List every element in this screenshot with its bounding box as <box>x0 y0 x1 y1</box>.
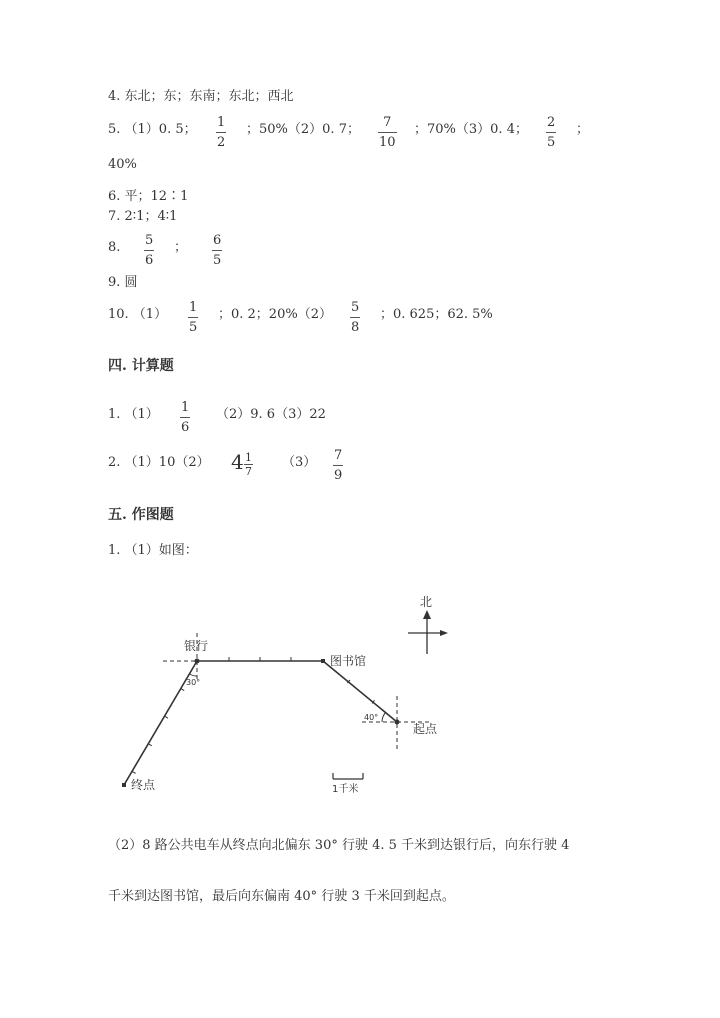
section-5-q2-line2: 千米到达图书馆，最后向东偏南 40° 行驶 3 千米回到起点。 <box>108 889 455 904</box>
fraction-denominator: 5 <box>188 317 198 334</box>
angle-30-label: 30° <box>186 678 201 687</box>
fraction-numerator: 5 <box>145 233 154 248</box>
answer-5-part1: 5. （1）0. 5； <box>108 122 197 137</box>
section-4-q2-part2: （3） <box>282 455 317 470</box>
answer-4: 4. 东北；东；东南；东北；西北 <box>108 89 294 104</box>
answer-7: 7. 2∶1；4∶1 <box>108 209 178 224</box>
fraction-denominator: 10 <box>378 132 397 149</box>
fraction-numerator: 1 <box>217 115 226 130</box>
scale-bar <box>333 773 363 779</box>
answer-8-separator: ； <box>174 240 188 255</box>
section-4-q1-part2: （2）9. 6（3）22 <box>216 407 326 422</box>
answer-5-part2: ；50%（2）0. 7； <box>246 122 360 137</box>
answer-5-part3: ；70%（3）0. 4； <box>414 122 528 137</box>
start-label: 起点 <box>413 722 438 736</box>
fraction-numerator: 7 <box>383 115 392 130</box>
answer-8-label: 8. <box>108 240 121 255</box>
end-label: 终点 <box>131 778 156 792</box>
fraction-denominator: 7 <box>245 465 252 478</box>
section-5-title: 五. 作图题 <box>108 507 174 523</box>
fraction-denominator: 5 <box>212 250 222 267</box>
end-point <box>122 783 126 787</box>
answer-10-part3: ；0. 625；62. 5% <box>380 307 493 322</box>
section-4-title: 四. 计算题 <box>108 358 174 374</box>
fraction-denominator: 5 <box>546 132 556 149</box>
bank-point <box>195 659 200 664</box>
fraction-denominator: 8 <box>350 317 360 334</box>
fraction-denominator: 6 <box>144 250 154 267</box>
answer-5-part4: ； <box>576 122 590 137</box>
angle-arc-40 <box>382 712 386 722</box>
fraction-denominator: 2 <box>216 132 226 149</box>
answer-6: 6. 平；12∶1 <box>108 189 189 204</box>
angle-40-label: 40° <box>364 713 379 722</box>
fraction-numerator: 7 <box>334 448 343 463</box>
answer-9: 9. 圆 <box>108 275 138 290</box>
answer-10-part2: ；0. 2；20%（2） <box>218 307 332 322</box>
compass-north-indicator <box>408 610 448 654</box>
angle-arc-30 <box>190 674 198 676</box>
library-point <box>321 659 325 663</box>
fraction-numerator: 6 <box>213 233 222 248</box>
section-5-q2-line1: （2）8 路公共电车从终点向北偏东 30° 行驶 4. 5 千米到达银行后，向东行驶 4 <box>108 838 570 853</box>
library-label: 图书馆 <box>330 654 367 668</box>
fraction-numerator: 1 <box>245 451 252 464</box>
fraction-denominator: 6 <box>180 417 190 434</box>
section-4-q1-part1: 1. （1） <box>108 407 159 422</box>
fraction-numerator: 5 <box>351 300 360 315</box>
scale-label: 1千米 <box>332 784 359 795</box>
section-4-q2-part1: 2. （1）10（2） <box>108 455 210 470</box>
fraction-numerator: 1 <box>189 300 198 315</box>
bank-label: 银行 <box>184 639 209 653</box>
answer-5-line2: 40% <box>108 157 137 172</box>
mixed-number-whole: 4 <box>231 450 244 474</box>
section-5-q1: 1. （1）如图： <box>108 543 198 558</box>
fraction-denominator: 9 <box>333 465 343 482</box>
answer-10-part1: 10. （1） <box>108 307 168 322</box>
fraction-numerator: 1 <box>181 400 190 415</box>
start-point <box>395 720 400 725</box>
fraction-numerator: 2 <box>547 115 556 130</box>
route-path <box>124 661 397 785</box>
north-label: 北 <box>420 595 433 609</box>
